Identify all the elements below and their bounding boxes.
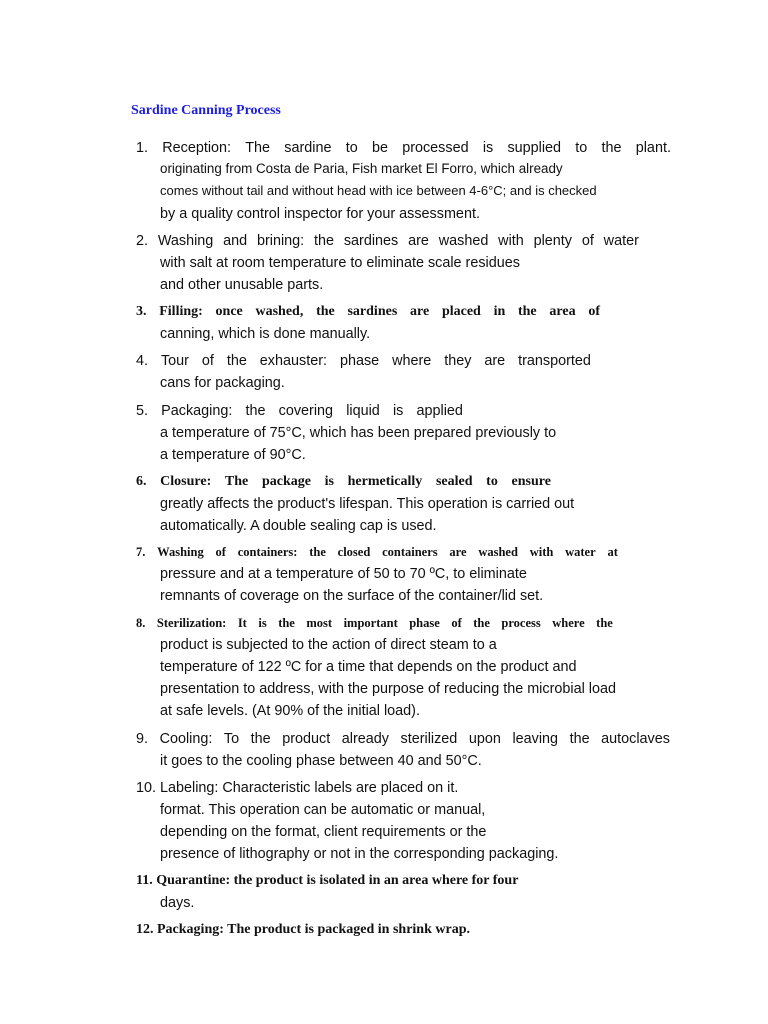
- list-item-7-first-line: 7. Washing of containers: the closed containers are washed with water at: [136, 545, 618, 559]
- list-item-3-line: canning, which is done manually.: [160, 326, 371, 342]
- list-item-3-first-line: 3. Filling: once washed, the sardines are placed in the area of: [136, 304, 600, 319]
- list-item-10-line: presence of lithography or not in the corresponding packaging.: [160, 846, 559, 862]
- list-item-10-first-line: 10. Labeling: Characteristic labels are placed on it.: [136, 780, 459, 796]
- list-item-5-line: a temperature of 90°C.: [160, 447, 306, 463]
- list-item-1-line: by a quality control inspector for your assessment.: [160, 206, 480, 222]
- list-item-4-first-line: 4. Tour of the exhauster: phase where they are transported: [136, 353, 591, 369]
- list-item-11-line: days.: [160, 895, 195, 911]
- list-item-8-first-line: 8. Sterilization: It is the most important phase of the process where the: [136, 616, 613, 630]
- list-item-1-line: comes without tail and without head with ice between 4-6°C; and is checked: [160, 183, 597, 198]
- list-item-2-line: and other unusable parts.: [160, 277, 324, 293]
- list-item-5-line: a temperature of 75°C, which has been prepared previously to: [160, 425, 557, 441]
- list-item-6-first-line: 6. Closure: The package is hermetically sealed to ensure: [136, 474, 551, 489]
- list-item-9-line: it goes to the cooling phase between 40 and 50°C.: [160, 753, 482, 769]
- list-item-10-line: format. This operation can be automatic or manual,: [160, 802, 486, 818]
- list-item-9-first-line: 9. Cooling: To the product already sterilized upon leaving the autoclaves: [136, 731, 670, 747]
- list-item-12-first-line: 12. Packaging: The product is packaged in shrink wrap.: [136, 922, 470, 937]
- list-item-7-line: pressure and at a temperature of 50 to 70 ºC, to eliminate: [160, 566, 527, 582]
- list-item-8-line: temperature of 122 ºC for a time that depends on the product and: [160, 659, 577, 675]
- list-item-10-line: depending on the format, client requirements or the: [160, 824, 487, 840]
- list-item-6-line: automatically. A double sealing cap is used.: [160, 518, 437, 534]
- list-item-8-line: presentation to address, with the purpose of reducing the microbial load: [160, 681, 616, 697]
- list-item-1-first-line: 1. Reception: The sardine to be processed is supplied to the plant.: [136, 140, 671, 156]
- list-item-1-line: originating from Costa de Paria, Fish market El Forro, which already: [160, 161, 563, 176]
- list-item-8-line: at safe levels. (At 90% of the initial load).: [160, 703, 420, 719]
- list-item-2-first-line: 2. Washing and brining: the sardines are washed with plenty of water: [136, 233, 639, 249]
- list-item-7-line: remnants of coverage on the surface of the container/lid set.: [160, 588, 544, 604]
- list-item-8-line: product is subjected to the action of direct steam to a: [160, 637, 497, 653]
- list-item-6-line: greatly affects the product's lifespan. This operation is carried out: [160, 496, 575, 512]
- list-item-2-line: with salt at room temperature to eliminate scale residues: [160, 255, 520, 271]
- list-item-4-line: cans for packaging.: [160, 375, 285, 391]
- list-item-11-first-line: 11. Quarantine: the product is isolated in an area where for four: [136, 873, 519, 888]
- document-title: Sardine Canning Process: [131, 103, 281, 118]
- list-item-5-first-line: 5. Packaging: the covering liquid is applied: [136, 403, 463, 419]
